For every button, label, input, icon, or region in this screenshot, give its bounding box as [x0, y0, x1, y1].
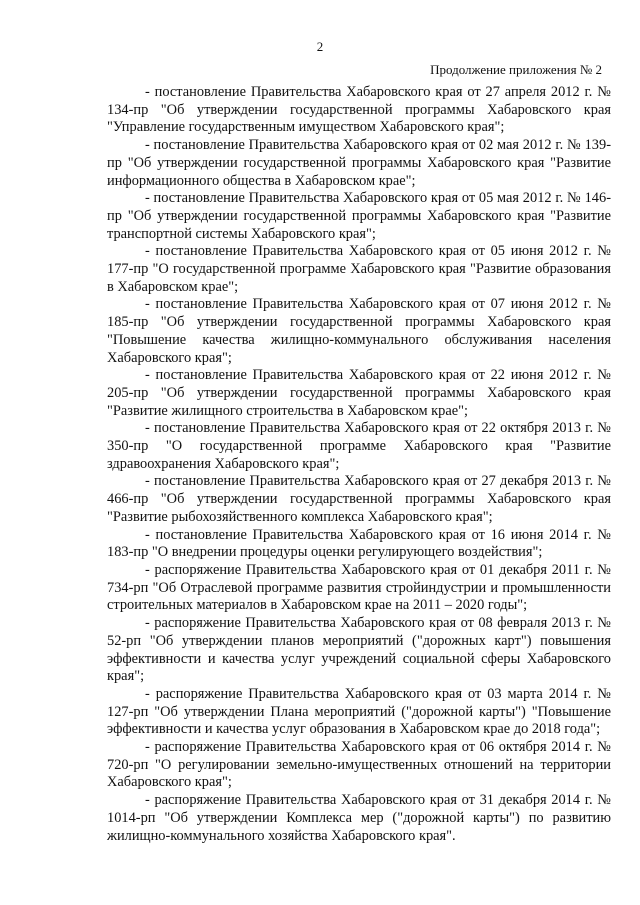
appendix-continuation-note: Продолжение приложения № 2 [430, 62, 602, 77]
list-item: - постановление Правительства Хабаровского края от 05 июня 2012 г. № 177-пр "О государственной программе Хабаровского края "Развитие образования в Хабаровском крае"; [107, 243, 611, 295]
list-item: - постановление Правительства Хабаровского края от 05 мая 2012 г. № 146-пр "Об утверждении государственной программы Хабаровского края "Развитие транспортной системы Хабаровского края"; [107, 190, 611, 242]
list-item: - распоряжение Правительства Хабаровского края от 03 марта 2014 г. № 127-рп "Об утверждении Плана мероприятий ("дорожной карты") "Повышение эффективности и качества услуг образования в Хабаровском крае до 2018 года"; [107, 685, 611, 738]
list-item: - постановление Правительства Хабаровского края от 27 декабря 2013 г. № 466-пр "Об утверждении государственной программы Хабаровского края "Развитие рыбохозяйственного комплекса Хабаровского края"; [107, 473, 611, 525]
list-item: - постановление Правительства Хабаровского края от 07 июня 2012 г. № 185-пр "Об утверждении государственной программы Хабаровского края "Повышение качества жилищно-коммунального обслуживания населения Хабаровского края"; [107, 296, 611, 366]
document-body [107, 84, 611, 845]
page-number: 2 [316, 39, 324, 54]
list-item: - постановление Правительства Хабаровского края от 22 июня 2012 г. № 205-пр "Об утверждении государственной программы Хабаровского края "Развитие жилищного строительства в Хабаровском крае"; [107, 367, 611, 419]
list-item: - распоряжение Правительства Хабаровского края от 31 декабря 2014 г. № 1014-рп "Об утверждении Комплекса мер ("дорожной карты") по развитию жилищно-коммунального хозяйства Хабаровского края". [107, 792, 611, 844]
list-item: - постановление Правительства Хабаровского края от 22 октября 2013 г. № 350-пр "О государственной программе Хабаровского края "Развитие здравоохранения Хабаровского края"; [107, 420, 611, 472]
list-item: - распоряжение Правительства Хабаровского края от 01 декабря 2011 г. № 734-рп "Об Отраслевой программе развития стройиндустрии и промышленности строительных материалов в Хабаровском крае на 2011 – 2020 годы"; [107, 561, 611, 614]
list-item: - распоряжение Правительства Хабаровского края от 06 октября 2014 г. № 720-рп "О регулировании земельно-имущественных отношений на территории Хабаровского края"; [107, 739, 611, 791]
list-item: - постановление Правительства Хабаровского края от 16 июня 2014 г. № 183-пр "О внедрении процедуры оценки регулирующего воздействия"; [107, 526, 611, 561]
list-item: - постановление Правительства Хабаровского края от 27 апреля 2012 г. № 134-пр "Об утверждении государственной программы Хабаровского края "Управление государственным имуществом Хабаровского края"; [107, 84, 611, 136]
list-item: - постановление Правительства Хабаровского края от 02 мая 2012 г. № 139-пр "Об утверждении государственной программы Хабаровского края "Развитие информационного общества в Хабаровском крае"; [107, 137, 611, 189]
list-item: - распоряжение Правительства Хабаровского края от 08 февраля 2013 г. № 52-рп "Об утверждении планов мероприятий ("дорожных карт") повышения эффективности и качества услуг учреждений социальной сферы Хабаровского края"; [107, 615, 611, 685]
